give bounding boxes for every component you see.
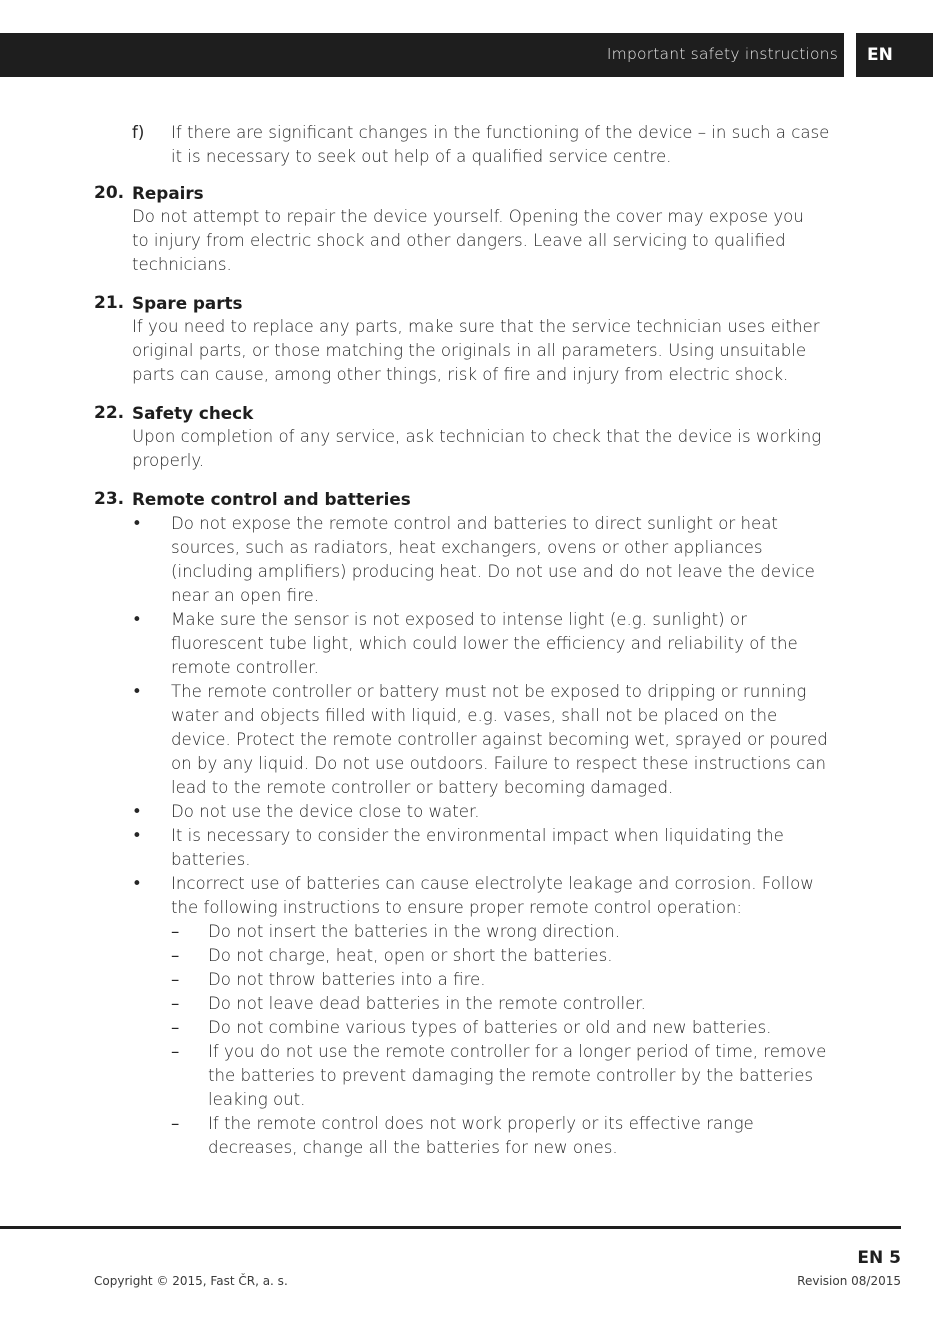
section-number: 21. — [94, 293, 125, 313]
text-line: original parts, or those matching the originals in all parameters. Using unsuitable — [132, 341, 807, 360]
bullet-icon: • — [132, 874, 142, 893]
text-line: leaking out. — [208, 1090, 306, 1109]
bullet-icon: • — [132, 802, 142, 821]
text-line: If you do not use the remote controller for a longer period of time, remove — [208, 1042, 827, 1061]
dash-icon: – — [171, 946, 180, 965]
text-line: Do not use the device close to water. — [171, 802, 480, 821]
text-line: the following instructions to ensure proper remote control operation: — [171, 898, 743, 917]
text-line: If you need to replace any parts, make sure that the service technician uses either — [132, 317, 820, 336]
text-line: If the remote control does not work properly or its effective range — [208, 1114, 754, 1133]
copyright-text: Copyright © 2015, Fast ČR, a. s. — [94, 1274, 288, 1288]
text-line: Do not combine various types of batteries or old and new batteries. — [208, 1018, 772, 1037]
text-line: If there are significant changes in the functioning of the device – in such a case — [171, 123, 830, 142]
section-title: Spare parts — [132, 293, 243, 313]
text-line: the batteries to prevent damaging the remote controller by the batteries — [208, 1066, 814, 1085]
text-line: Make sure the sensor is not exposed to intense light (e.g. sunlight) or — [171, 610, 747, 629]
page-number: EN 5 — [857, 1248, 901, 1268]
section-number: 23. — [94, 489, 125, 509]
dash-icon: – — [171, 994, 180, 1013]
text-line: near an open fire. — [171, 586, 320, 605]
bullet-icon: • — [132, 682, 142, 701]
text-line: device. Protect the remote controller against becoming wet, sprayed or poured — [171, 730, 828, 749]
text-line: Incorrect use of batteries can cause electrolyte leakage and corrosion. Follow — [171, 874, 814, 893]
section-title: Remote control and batteries — [132, 489, 411, 509]
text-line: lead to the remote controller or battery becoming damaged. — [171, 778, 674, 797]
section-number: 22. — [94, 403, 125, 423]
text-line: decreases, change all the batteries for new ones. — [208, 1138, 618, 1157]
header-title: Important safety instructions — [606, 45, 838, 63]
text-line: The remote controller or battery must not be exposed to dripping or running — [171, 682, 807, 701]
text-line: (including amplifiers) producing heat. Do not use and do not leave the device — [171, 562, 815, 581]
section-number: 20. — [94, 183, 125, 203]
text-line: properly. — [132, 451, 205, 470]
text-line: fluorescent tube light, which could lower the efficiency and reliability of the — [171, 634, 798, 653]
text-line: parts can cause, among other things, risk of fire and injury from electric shock. — [132, 365, 789, 384]
dash-icon: – — [171, 1114, 180, 1133]
dash-icon: – — [171, 970, 180, 989]
text-line: Do not insert the batteries in the wrong direction. — [208, 922, 621, 941]
list-marker: f) — [132, 123, 145, 142]
text-line: Do not charge, heat, open or short the batteries. — [208, 946, 613, 965]
text-line: on by any liquid. Do not use outdoors. Failure to respect these instructions can — [171, 754, 827, 773]
header-bar — [0, 33, 844, 77]
text-line: Do not expose the remote control and batteries to direct sunlight or heat — [171, 514, 778, 533]
text-line: sources, such as radiators, heat exchangers, ovens or other appliances — [171, 538, 763, 557]
revision-text: Revision 08/2015 — [797, 1274, 901, 1288]
text-line: batteries. — [171, 850, 251, 869]
text-line: It is necessary to consider the environmental impact when liquidating the — [171, 826, 784, 845]
footer-rule — [0, 1226, 901, 1229]
text-line: remote controller. — [171, 658, 319, 677]
text-line: Do not attempt to repair the device yourself. Opening the cover may expose you — [132, 207, 804, 226]
text-line: to injury from electric shock and other dangers. Leave all servicing to qualified — [132, 231, 786, 250]
bullet-icon: • — [132, 826, 142, 845]
section-title: Safety check — [132, 403, 254, 423]
text-line: it is necessary to seek out help of a qualified service centre. — [171, 147, 672, 166]
bullet-icon: • — [132, 514, 142, 533]
section-title: Repairs — [132, 183, 204, 203]
dash-icon: – — [171, 1018, 180, 1037]
dash-icon: – — [171, 922, 180, 941]
dash-icon: – — [171, 1042, 180, 1061]
bullet-icon: • — [132, 610, 142, 629]
text-line: Upon completion of any service, ask technician to check that the device is working — [132, 427, 822, 446]
text-line: Do not throw batteries into a fire. — [208, 970, 486, 989]
text-line: Do not leave dead batteries in the remote controller. — [208, 994, 646, 1013]
language-badge: EN — [856, 33, 933, 77]
text-line: technicians. — [132, 255, 232, 274]
text-line: water and objects filled with liquid, e.g. vases, shall not be placed on the — [171, 706, 778, 725]
